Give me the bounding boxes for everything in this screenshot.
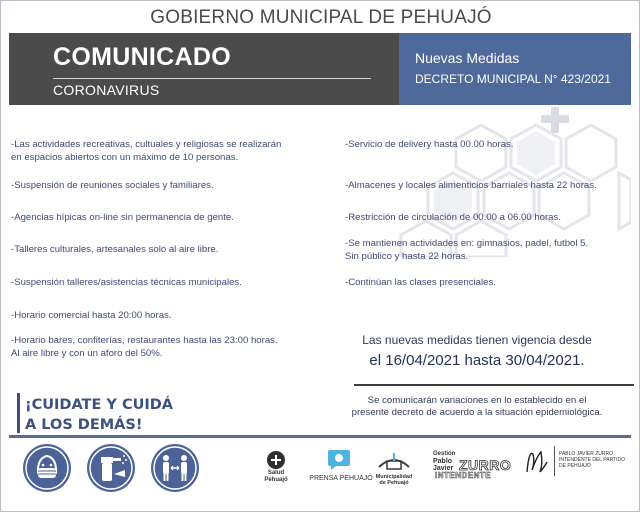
salud-logo-label: Salud Pehuajó	[264, 470, 288, 483]
communique-title: COMUNICADO	[53, 43, 231, 71]
title-divider	[53, 78, 371, 79]
zurro-intendente-logo: Gestión Pablo Javier ZURRO INTENDENTE	[433, 451, 512, 480]
municipalidad-logo	[377, 449, 411, 475]
left-item-2: -Suspensión de reuniones sociales y familiares.	[11, 180, 214, 191]
header-banner	[9, 33, 399, 105]
social-distance-icon	[151, 444, 199, 492]
left-item-5: -Suspensión talleres/asistencias técnicas municipales.	[11, 277, 242, 288]
face-mask-icon	[23, 444, 71, 492]
validity-text: Las nuevas medidas tienen vigencia desde	[362, 333, 592, 347]
left-item-1: -Las actividades recreativas, cultuales y religiosas se realizarán en espacios abiertos con un máximo de 10 personas.	[11, 139, 282, 163]
footer-divider	[9, 435, 631, 438]
signature-caption: PABLO JAVIER ZURRO INTENDENTE DEL PARTIDO DE PEHUAJÓ	[559, 451, 626, 469]
signature-graphic	[523, 442, 549, 480]
validity-dates: el 16/04/2021 hasta 30/04/2021.	[369, 352, 585, 369]
sanitizer-spray-icon	[87, 444, 135, 492]
communique-subtitle: CORONAVIRUS	[53, 82, 160, 98]
decree-banner	[399, 33, 631, 105]
slogan: ¡CUIDATE Y CUIDÁ A LOS DEMÁS!	[25, 397, 174, 433]
prensa-logo-label: PRENSA PEHUAJÓ	[309, 475, 373, 482]
left-item-3: -Agencias hípicas on-line sin permanencia de gente.	[11, 212, 234, 223]
left-item-7: -Horario bares, confiterías, restaurantes hasta las 23:00 horas. Al aire libre y con un aforo del 50%.	[11, 335, 278, 359]
left-item-6: -Horario comercial hasta 20:00 horas.	[11, 310, 172, 321]
decree-number: DECRETO MUNICIPAL N° 423/2021	[415, 72, 611, 86]
prensa-pehuajo-logo	[326, 448, 352, 472]
right-item-4: -Se mantienen actividades en: gimnasios, padel, futbol 5. Sin público y hasta 22 horas.	[345, 238, 589, 262]
right-item-2: -Almacenes y locales alimenticios barriales hasta 22 horas.	[345, 180, 597, 191]
right-item-5: -Continúan las clases presenciales.	[345, 277, 496, 288]
validity-block	[321, 333, 633, 369]
municipalidad-logo-label: Municipalidad de Pehuajó	[375, 474, 413, 486]
right-item-3: -Restricción de circulación de 00.00 a 06.00 horas.	[345, 212, 561, 223]
slogan-accent-bar	[17, 393, 20, 433]
left-item-4: -Talleres culturales, artesanales solo al aire libre.	[11, 244, 219, 255]
right-item-1: -Servicio de delivery hasta 00.00 horas.	[345, 139, 514, 150]
validity-divider	[354, 384, 634, 386]
variations-note: Se comunicarán variaciones en lo establecido en el presente decreto de acuerdo a la situación epidemiológica.	[351, 395, 603, 418]
signature-divider	[554, 446, 555, 476]
measures-label: Nuevas Medidas	[415, 50, 520, 66]
government-title: GOBIERNO MUNICIPAL DE PEHUAJÓ	[150, 7, 492, 28]
